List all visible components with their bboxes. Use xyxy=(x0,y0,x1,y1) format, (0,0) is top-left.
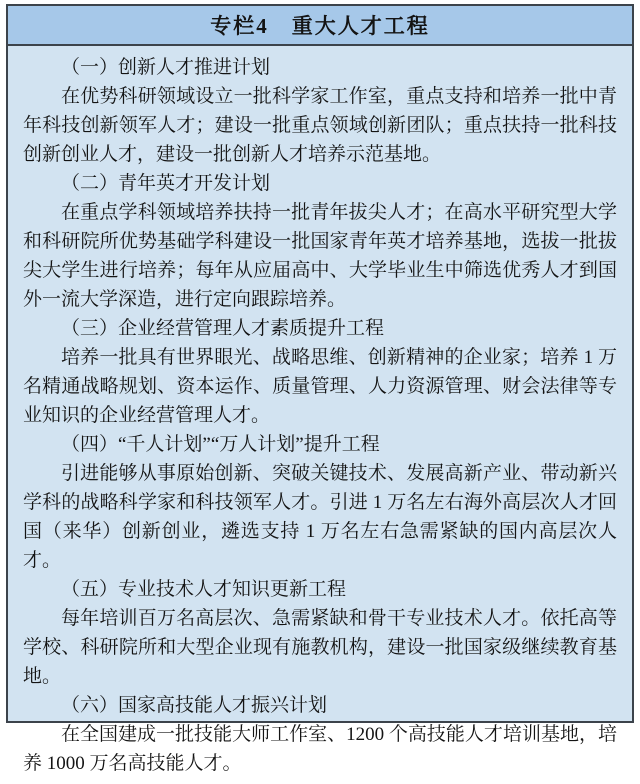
section-2-paragraph: 在重点学科领域培养扶持一批青年拔尖人才；在高水平研究型大学和科研院所优势基础学科建设一批国家青年英才培养基地，选拔一批拔尖大学生进行培养；每年从应届高中、大学毕业生中筛选优秀人才到国外一流大学深造，进行定向跟踪培养。 xyxy=(23,202,617,310)
section-2-heading: （二）青年英才开发计划 xyxy=(61,173,271,194)
section-5-heading: （五）专业技术人才知识更新工程 xyxy=(61,579,347,600)
panel-body xyxy=(8,46,632,784)
section-6-paragraph: 在全国建成一批技能大师工作室、1200 个高技能人才培训基地，培养 1000 万名高技能人才。 xyxy=(23,724,617,774)
talent-projects-panel xyxy=(6,4,634,774)
section-3-paragraph: 培养一批具有世界眼光、战略思维、创新精神的企业家；培养 1 万名精通战略规划、资本运作、质量管理、人力资源管理、财会法律等专业知识的企业经营管理人才。 xyxy=(23,347,617,426)
section-6-heading: （六）国家高技能人才振兴计划 xyxy=(61,695,328,716)
panel-title: 专栏4 重大人才工程 xyxy=(8,6,632,46)
section-4-paragraph: 引进能够从事原始创新、突破关键技术、发展高新产业、带动新兴学科的战略科学家和科技领军人才。引进 1 万名左右海外高层次人才回国（来华）创新创业，遴选支持 1 万名左右急需紧缺的国内高层次人才。 xyxy=(23,463,617,571)
section-1-paragraph: 在优势科研领域设立一批科学家工作室，重点支持和培养一批中青年科技创新领军人才；建设一批重点领域创新团队；重点扶持一批科技创新创业人才，建设一批创新人才培养示范基地。 xyxy=(23,86,617,165)
section-4-heading: （四）“千人计划”“万人计划”提升工程 xyxy=(61,434,380,455)
section-3-heading: （三）企业经营管理人才素质提升工程 xyxy=(61,318,385,339)
section-5-paragraph: 每年培训百万名高层次、急需紧缺和骨干专业技术人才。依托高等学校、科研院所和大型企业现有施教机构，建设一批国家级继续教育基地。 xyxy=(23,608,617,687)
section-1-heading: （一）创新人才推进计划 xyxy=(61,57,271,78)
